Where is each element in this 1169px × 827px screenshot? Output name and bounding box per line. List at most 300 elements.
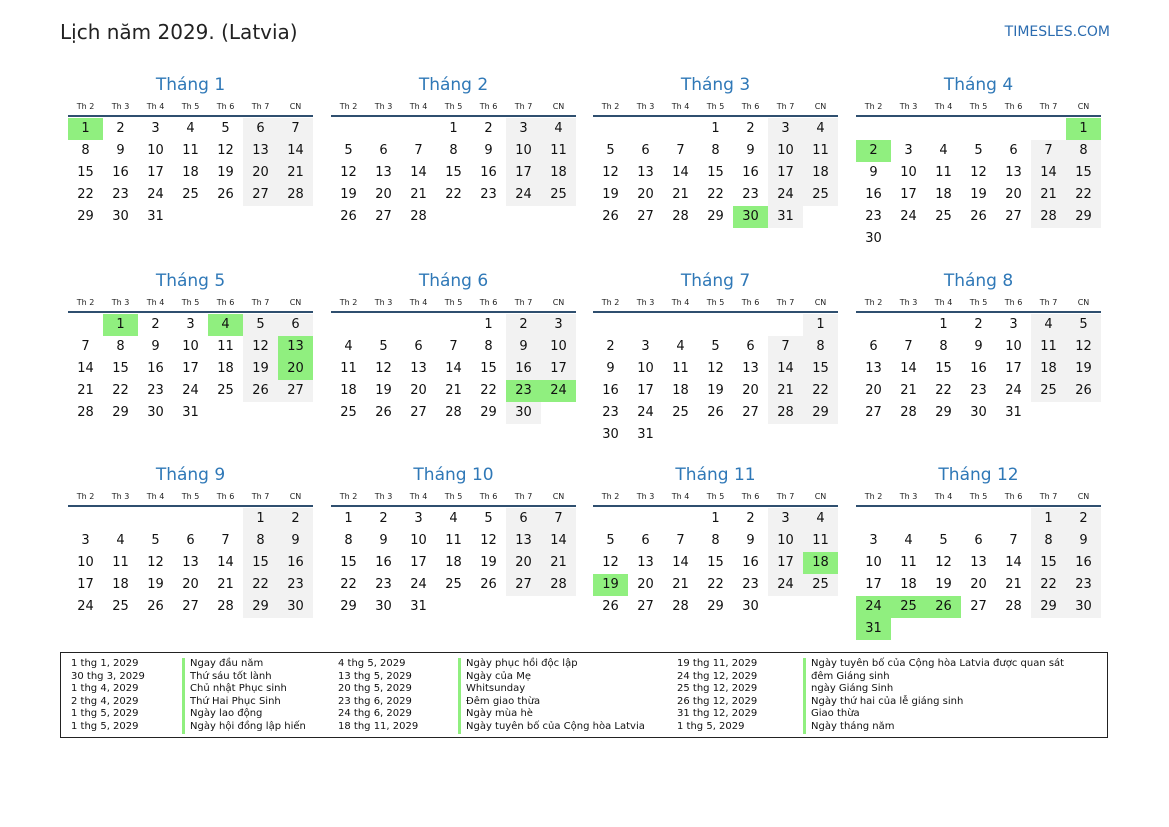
weekday-label: Th 3 <box>111 492 130 501</box>
week-row <box>68 314 313 336</box>
day-cell: 2 <box>974 317 983 332</box>
day-cell: 22 <box>445 187 462 202</box>
day-cell: 29 <box>707 599 724 614</box>
day-cell: 16 <box>742 555 759 570</box>
empty-cell <box>208 402 243 424</box>
week-row <box>331 552 576 574</box>
day-cell: 4 <box>1031 314 1066 336</box>
day-cell: 9 <box>746 143 755 158</box>
weekday-label: Th 6 <box>1004 102 1023 111</box>
day-cell: 10 <box>182 339 199 354</box>
week-row <box>593 380 838 402</box>
day-cell: 6 <box>641 143 650 158</box>
week-row <box>68 162 313 184</box>
empty-cell <box>996 508 1031 530</box>
legend-date: 1 thg 4, 2029 <box>71 683 139 695</box>
weekday-header <box>593 296 838 313</box>
empty-cell <box>243 402 278 424</box>
month-title: Tháng 4 <box>943 75 1014 95</box>
day-cell: 18 <box>112 577 129 592</box>
weekday-label: Th 6 <box>479 492 498 501</box>
weekday-label: Th 4 <box>671 492 690 501</box>
weekday-label: Th 6 <box>216 492 235 501</box>
legend-date: 30 thg 3, 2029 <box>71 670 145 682</box>
weekday-header <box>331 100 576 117</box>
day-cell: 31 <box>768 206 803 228</box>
weekday-label: Th 2 <box>601 102 620 111</box>
day-cell: 11 <box>672 361 689 376</box>
day-cell: 28 <box>1031 206 1066 228</box>
weekday-label: Th 5 <box>969 492 988 501</box>
weekday-label: Th 2 <box>76 298 95 307</box>
empty-cell <box>803 596 838 618</box>
day-cell: 29 <box>112 405 129 420</box>
weekday-label: CN <box>814 298 827 307</box>
day-cell: 23 <box>375 577 392 592</box>
legend-holiday-name: Ngày tháng năm <box>811 720 895 732</box>
day-cell: 3 <box>904 143 913 158</box>
empty-cell <box>891 618 926 640</box>
week-row <box>593 358 838 380</box>
day-cell: 21 <box>445 383 462 398</box>
day-cell: 4 <box>803 118 838 140</box>
weekday-label: Th 3 <box>636 492 655 501</box>
legend-date: 24 thg 6, 2029 <box>338 708 412 720</box>
week-row <box>331 336 576 358</box>
day-cell: 13 <box>410 361 427 376</box>
weekday-label: Th 2 <box>76 492 95 501</box>
day-cell: 30 <box>865 231 882 246</box>
day-cell: 9 <box>151 339 160 354</box>
weekday-label: Th 5 <box>181 298 200 307</box>
day-cell: 13 <box>375 165 392 180</box>
weekday-label: Th 2 <box>864 298 883 307</box>
weekday-label: Th 7 <box>776 102 795 111</box>
holiday-day-cell: 24 <box>541 380 576 402</box>
day-cell: 8 <box>484 339 493 354</box>
weekday-label: Th 2 <box>601 298 620 307</box>
empty-cell <box>891 508 926 530</box>
month-4 <box>856 74 1101 250</box>
day-cell: 14 <box>445 361 462 376</box>
month-title: Tháng 1 <box>155 75 226 95</box>
weekday-label: CN <box>289 102 302 111</box>
holiday-day-cell: 18 <box>803 552 838 574</box>
day-cell: 13 <box>243 140 278 162</box>
day-cell: 25 <box>445 577 462 592</box>
day-cell: 15 <box>707 165 724 180</box>
day-cell: 11 <box>445 533 462 548</box>
day-cell: 1 <box>803 314 838 336</box>
day-cell: 30 <box>970 405 987 420</box>
weekday-label: Th 6 <box>741 102 760 111</box>
empty-cell <box>891 314 926 336</box>
weekday-label: Th 5 <box>444 492 463 501</box>
holiday-day-cell: 30 <box>733 206 768 228</box>
weekday-label: Th 2 <box>339 492 358 501</box>
month-7 <box>593 270 838 446</box>
day-cell: 13 <box>742 361 759 376</box>
day-cell: 2 <box>379 511 388 526</box>
weekday-label: Th 5 <box>969 102 988 111</box>
day-cell: 17 <box>506 162 541 184</box>
empty-cell <box>663 424 698 446</box>
day-cell: 6 <box>974 533 983 548</box>
legend-date: 18 thg 11, 2029 <box>338 720 419 732</box>
day-cell: 6 <box>746 339 755 354</box>
weekday-label: Th 4 <box>409 492 428 501</box>
empty-cell <box>856 508 891 530</box>
empty-cell <box>926 618 961 640</box>
day-cell: 24 <box>768 184 803 206</box>
day-cell: 14 <box>1005 555 1022 570</box>
day-cell: 22 <box>707 187 724 202</box>
empty-cell <box>208 508 243 530</box>
day-cell: 13 <box>506 530 541 552</box>
holiday-day-cell: 25 <box>891 596 926 618</box>
day-cell: 8 <box>1031 530 1066 552</box>
weekday-header <box>856 490 1101 507</box>
weekday-label: Th 4 <box>934 102 953 111</box>
week-row <box>68 118 313 140</box>
empty-cell <box>471 206 506 228</box>
empty-cell <box>278 402 313 424</box>
legend-holiday-name: Ngày phục hồi độc lập <box>466 658 578 669</box>
legend-date: 2 thg 4, 2029 <box>71 695 139 707</box>
day-cell: 24 <box>506 184 541 206</box>
week-row <box>331 402 576 424</box>
legend-date: 1 thg 1, 2029 <box>71 658 139 669</box>
day-cell: 29 <box>1066 206 1101 228</box>
day-cell: 19 <box>243 358 278 380</box>
week-row <box>593 596 838 618</box>
day-cell: 6 <box>641 533 650 548</box>
empty-cell <box>541 206 576 228</box>
week-row <box>856 574 1101 596</box>
empty-cell <box>1031 402 1066 424</box>
page-title: Lịch năm 2029. (Latvia) <box>60 20 298 44</box>
day-cell: 4 <box>904 533 913 548</box>
empty-cell <box>628 314 663 336</box>
day-cell: 6 <box>869 339 878 354</box>
day-cell: 6 <box>278 314 313 336</box>
day-cell: 9 <box>379 533 388 548</box>
day-cell: 31 <box>410 599 427 614</box>
month-title: Tháng 2 <box>418 75 489 95</box>
day-cell: 11 <box>935 165 952 180</box>
day-cell: 17 <box>182 361 199 376</box>
day-cell: 28 <box>1005 599 1022 614</box>
day-cell: 20 <box>506 552 541 574</box>
empty-cell <box>436 206 471 228</box>
day-cell: 31 <box>182 405 199 420</box>
day-cell: 7 <box>278 118 313 140</box>
legend-date: 24 thg 12, 2029 <box>677 670 758 682</box>
day-cell: 3 <box>541 314 576 336</box>
day-cell: 10 <box>865 555 882 570</box>
day-cell: 18 <box>803 162 838 184</box>
legend-holiday-name: Ngày tuyên bố của Cộng hòa Latvia <box>466 720 645 732</box>
month-10 <box>331 464 576 618</box>
day-cell: 18 <box>182 165 199 180</box>
day-cell: 25 <box>1031 380 1066 402</box>
weekday-label: Th 7 <box>1039 492 1058 501</box>
weekday-label: Th 2 <box>601 492 620 501</box>
day-cell: 14 <box>541 530 576 552</box>
day-cell: 24 <box>768 574 803 596</box>
day-cell: 6 <box>243 118 278 140</box>
day-cell: 14 <box>1031 162 1066 184</box>
day-cell: 24 <box>147 187 164 202</box>
holiday-legend <box>60 652 1108 738</box>
day-cell: 17 <box>637 383 654 398</box>
day-cell: 7 <box>904 339 913 354</box>
day-cell: 23 <box>1066 574 1101 596</box>
week-row <box>856 596 1101 618</box>
day-cell: 20 <box>1005 187 1022 202</box>
legend-date: 20 thg 5, 2029 <box>338 683 412 695</box>
day-cell: 15 <box>112 361 129 376</box>
day-cell: 5 <box>711 339 720 354</box>
day-cell: 2 <box>606 339 615 354</box>
empty-cell <box>803 206 838 228</box>
day-cell: 16 <box>602 383 619 398</box>
day-cell: 4 <box>676 339 685 354</box>
day-cell: 22 <box>243 574 278 596</box>
weekday-label: Th 6 <box>741 492 760 501</box>
month-title: Tháng 11 <box>675 465 756 485</box>
day-cell: 21 <box>278 162 313 184</box>
week-row <box>856 336 1101 358</box>
legend-holiday-name: đêm Giáng sinh <box>811 670 890 682</box>
day-cell: 15 <box>1031 552 1066 574</box>
weekday-label: Th 7 <box>1039 298 1058 307</box>
week-row <box>68 508 313 530</box>
day-cell: 11 <box>803 140 838 162</box>
day-cell: 5 <box>221 121 230 136</box>
weekday-label: Th 7 <box>776 492 795 501</box>
day-cell: 26 <box>340 209 357 224</box>
day-cell: 6 <box>379 143 388 158</box>
day-cell: 21 <box>217 577 234 592</box>
weekday-label: Th 5 <box>444 102 463 111</box>
day-cell: 16 <box>970 361 987 376</box>
day-cell: 6 <box>1009 143 1018 158</box>
day-cell: 17 <box>147 165 164 180</box>
day-cell: 27 <box>637 209 654 224</box>
day-cell: 27 <box>742 405 759 420</box>
weekday-label: CN <box>289 298 302 307</box>
empty-cell <box>593 508 628 530</box>
weekday-label: Th 3 <box>899 298 918 307</box>
day-cell: 22 <box>112 383 129 398</box>
legend-holiday-name: Ngày lao động <box>190 708 263 720</box>
week-row <box>593 574 838 596</box>
day-cell: 4 <box>116 533 125 548</box>
day-cell: 11 <box>541 140 576 162</box>
week-row <box>331 206 576 228</box>
site-link[interactable]: TIMESLES.COM <box>1004 24 1110 40</box>
day-cell: 10 <box>410 533 427 548</box>
weekday-label: CN <box>814 492 827 501</box>
day-cell: 27 <box>506 574 541 596</box>
day-cell: 13 <box>1005 165 1022 180</box>
day-cell: 3 <box>768 508 803 530</box>
weekday-label: Th 2 <box>76 102 95 111</box>
day-cell: 7 <box>768 336 803 358</box>
empty-cell <box>961 618 996 640</box>
holiday-day-cell: 20 <box>278 358 313 380</box>
week-row <box>856 206 1101 228</box>
day-cell: 7 <box>1009 533 1018 548</box>
week-row <box>331 162 576 184</box>
day-cell: 21 <box>900 383 917 398</box>
day-cell: 22 <box>803 380 838 402</box>
week-row <box>68 530 313 552</box>
weekday-label: Th 4 <box>146 298 165 307</box>
empty-cell <box>173 206 208 228</box>
day-cell: 7 <box>676 533 685 548</box>
month-11 <box>593 464 838 618</box>
weekday-header <box>331 490 576 507</box>
day-cell: 13 <box>637 555 654 570</box>
holiday-day-cell: 1 <box>68 118 103 140</box>
day-cell: 17 <box>865 577 882 592</box>
day-cell: 3 <box>641 339 650 354</box>
day-cell: 1 <box>711 511 720 526</box>
day-cell: 14 <box>410 165 427 180</box>
weekday-label: Th 3 <box>374 102 393 111</box>
day-cell: 16 <box>865 187 882 202</box>
day-cell: 30 <box>742 599 759 614</box>
day-cell: 19 <box>217 165 234 180</box>
day-cell: 4 <box>541 118 576 140</box>
weekday-label: Th 4 <box>934 492 953 501</box>
day-cell: 8 <box>803 336 838 358</box>
day-cell: 27 <box>182 599 199 614</box>
day-cell: 3 <box>414 511 423 526</box>
day-cell: 23 <box>278 574 313 596</box>
day-cell: 23 <box>970 383 987 398</box>
week-row <box>856 228 1101 250</box>
day-cell: 31 <box>147 209 164 224</box>
day-cell: 29 <box>480 405 497 420</box>
month-9 <box>68 464 313 618</box>
day-cell: 25 <box>112 599 129 614</box>
empty-cell <box>68 508 103 530</box>
day-cell: 19 <box>480 555 497 570</box>
day-cell: 10 <box>768 140 803 162</box>
holiday-day-cell: 19 <box>593 574 628 596</box>
empty-cell <box>506 206 541 228</box>
day-cell: 8 <box>1066 140 1101 162</box>
empty-cell <box>593 118 628 140</box>
empty-cell <box>891 118 926 140</box>
weekday-header <box>68 296 313 313</box>
empty-cell <box>366 314 401 336</box>
legend-holiday-name: Giao thừa <box>811 708 860 720</box>
empty-cell <box>331 118 366 140</box>
day-cell: 22 <box>707 577 724 592</box>
day-cell: 12 <box>243 336 278 358</box>
empty-cell <box>471 596 506 618</box>
week-row <box>68 552 313 574</box>
day-cell: 22 <box>340 577 357 592</box>
empty-cell <box>856 118 891 140</box>
day-cell: 14 <box>672 555 689 570</box>
weekday-label: Th 7 <box>514 298 533 307</box>
day-cell: 9 <box>974 339 983 354</box>
day-cell: 4 <box>186 121 195 136</box>
day-cell: 15 <box>340 555 357 570</box>
weekday-label: Th 4 <box>671 298 690 307</box>
day-cell: 5 <box>606 533 615 548</box>
week-row <box>856 618 1101 640</box>
day-cell: 27 <box>970 599 987 614</box>
day-cell: 25 <box>340 405 357 420</box>
week-row <box>593 402 838 424</box>
week-row <box>856 530 1101 552</box>
day-cell: 2 <box>746 121 755 136</box>
empty-cell <box>996 228 1031 250</box>
empty-cell <box>733 424 768 446</box>
day-cell: 15 <box>707 555 724 570</box>
weekday-label: Th 4 <box>146 492 165 501</box>
day-cell: 31 <box>1005 405 1022 420</box>
day-cell: 22 <box>1066 184 1101 206</box>
empty-cell <box>1031 228 1066 250</box>
legend-holiday-name: ngày Giáng Sinh <box>811 683 894 695</box>
day-cell: 11 <box>803 530 838 552</box>
day-cell: 5 <box>484 511 493 526</box>
empty-cell <box>103 508 138 530</box>
weekday-label: Th 6 <box>216 298 235 307</box>
empty-cell <box>926 118 961 140</box>
week-row <box>593 206 838 228</box>
day-cell: 23 <box>602 405 619 420</box>
day-cell: 29 <box>77 209 94 224</box>
month-title: Tháng 7 <box>680 271 751 291</box>
day-cell: 26 <box>602 209 619 224</box>
legend-date: 1 thg 5, 2029 <box>71 720 139 732</box>
legend-holiday-name: Thứ Hai Phục Sinh <box>190 695 281 707</box>
empty-cell <box>698 314 733 336</box>
day-cell: 24 <box>410 577 427 592</box>
day-cell: 20 <box>637 187 654 202</box>
day-cell: 12 <box>602 555 619 570</box>
weekday-label: Th 6 <box>1004 492 1023 501</box>
day-cell: 4 <box>939 143 948 158</box>
month-title: Tháng 9 <box>155 465 226 485</box>
weekday-label: Th 2 <box>864 102 883 111</box>
day-cell: 9 <box>484 143 493 158</box>
day-cell: 16 <box>1066 552 1101 574</box>
day-cell: 12 <box>935 555 952 570</box>
empty-cell <box>1031 618 1066 640</box>
day-cell: 28 <box>900 405 917 420</box>
day-cell: 13 <box>182 555 199 570</box>
day-cell: 18 <box>340 383 357 398</box>
week-row <box>331 530 576 552</box>
week-row <box>856 118 1101 140</box>
day-cell: 15 <box>480 361 497 376</box>
day-cell: 26 <box>217 187 234 202</box>
legend-holiday-name: Ngày thứ hai của lễ giáng sinh <box>811 695 964 707</box>
day-cell: 16 <box>147 361 164 376</box>
weekday-label: Th 3 <box>899 492 918 501</box>
day-cell: 21 <box>672 187 689 202</box>
day-cell: 21 <box>77 383 94 398</box>
